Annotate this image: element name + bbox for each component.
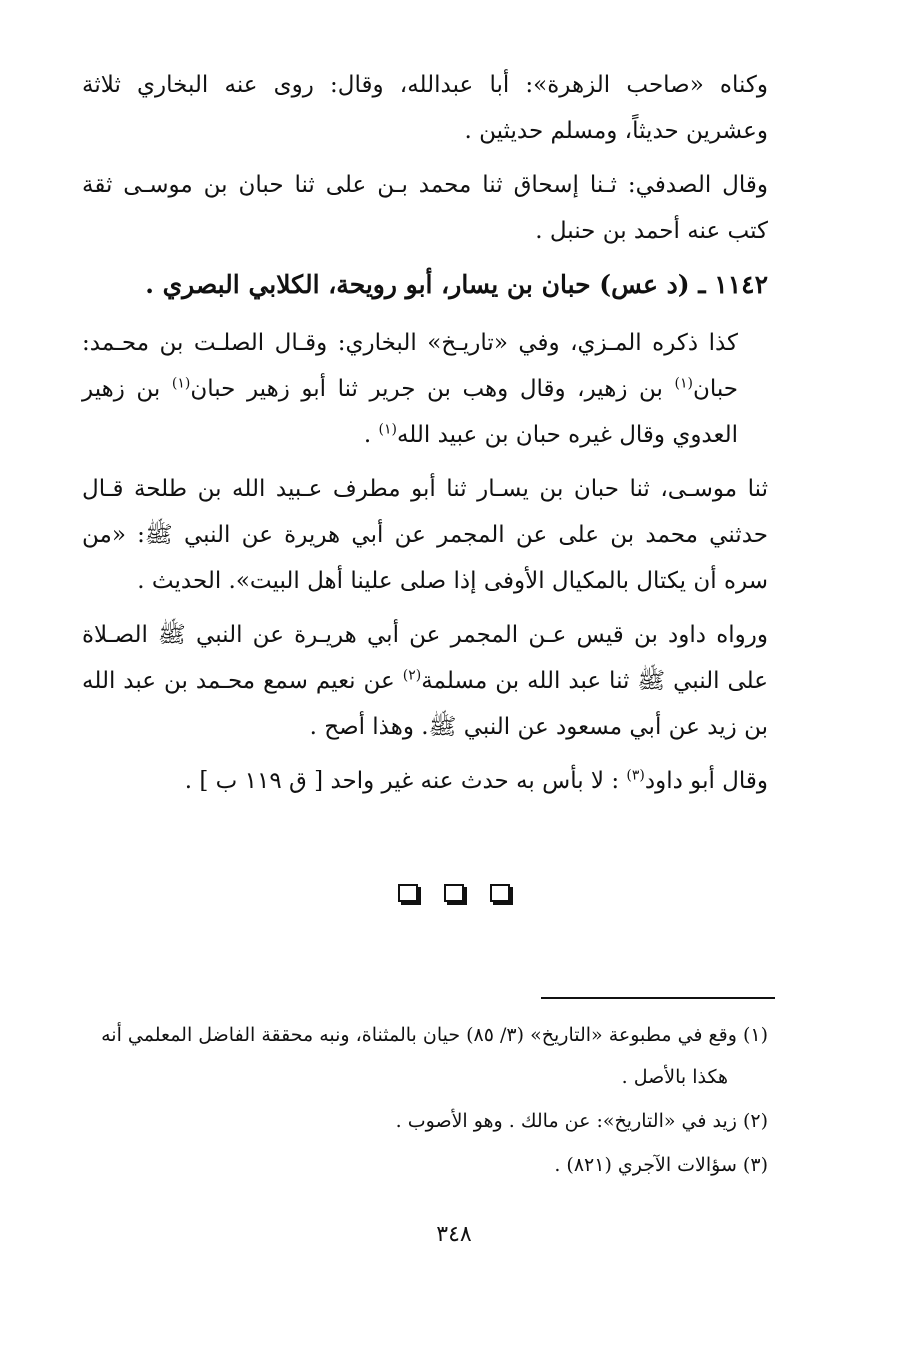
paragraph-3-part-a: كذا ذكره المـزي، وفي «تاريـخ» البخاري: وقـال الصلـت بن محـمد: حبان xyxy=(82,330,738,402)
paragraph-5-part-a: ورواه داود بن قيس عـن المجمر عن أبي هريـرة عن النبي ﷺ الصـلاة على النبي ﷺ ثنا عبد الله بن مسلمة xyxy=(82,622,769,694)
footnote-3: (٣) سؤالات الآجري (٨٢١) . xyxy=(554,1154,768,1176)
paragraph-2: وقال الصدفي: ثـنا إسحاق ثنا محمد بـن على ثنا حبان بن موسـى ثقة كتب عنه أحمد بن حنبل . xyxy=(82,172,768,244)
paragraph-6 xyxy=(82,758,768,804)
paragraph-1: وكناه «صاحب الزهرة»: أبا عبدالله، وقال: روى عنه البخاري ثلاثة وعشرين حديثاً، ومسلم حديثين . xyxy=(82,72,768,144)
footnote-2: (٢) زيد في «التاريخ»: عن مالك . وهو الأصوب . xyxy=(395,1110,768,1132)
footnote-1-line-1: (١) وقع في مطبوعة «التاريخ» (٣/ ٨٥) حيان بالمثناة، ونبه محققة الفاضل المعلمي أنه xyxy=(101,1024,768,1046)
paragraph-3 xyxy=(82,320,768,458)
section-end-box-icon xyxy=(490,884,510,902)
paragraph-3-part-c: بن زهير العدوي وقال غيره حبان بن عبيد الله xyxy=(82,376,738,448)
footnote-ref-2: (٢) xyxy=(402,667,422,684)
footnote-ref-1c: (١) xyxy=(378,421,397,438)
paragraph-6-part-a: وقال أبو داود xyxy=(644,768,768,794)
entry-heading: ١١٤٢ ـ (د عس) حبان بن يسار، أبو رويحة، الكلابي البصري . xyxy=(145,270,768,299)
paragraph-5-part-b: عن نعيم سمع محـمد بن عبد الله بن زيد عن أبي مسعود عن النبي ﷺ. وهذا أصح . xyxy=(82,668,768,740)
section-end-box-icon xyxy=(398,884,418,902)
paragraph-5 xyxy=(82,612,768,750)
section-end-box-icon xyxy=(444,884,464,902)
footnote-ref-3: (٣) xyxy=(626,767,645,784)
section-end-ornament xyxy=(0,884,908,902)
paragraph-3-part-b: بن زهير، وقال وهب بن جرير ثنا أبو زهير حبان xyxy=(190,376,675,402)
paragraph-4: ثنا موسـى، ثنا حبان بن يسـار ثنا أبو مطرف عـبيد الله بن طلحة قـال حدثني محمد بن على عن المجمر عن أبي هريرة عن النبي ﷺ: «من سره أن يكتال بالمكيال الأوفى إذا صلى علينا أهل البيت». الحديث . xyxy=(82,476,768,594)
page-number: ٣٤٨ xyxy=(436,1222,472,1247)
footnote-1-line-2: هكذا بالأصل . xyxy=(621,1066,728,1088)
paragraph-6-part-b: : لا بأس به حدث عنه غير واحد [ ق ١١٩ ب ] . xyxy=(184,768,627,794)
footnote-ref-1b: (١) xyxy=(171,375,191,392)
footnote-ref-1a: (١) xyxy=(674,375,693,392)
footnote-separator xyxy=(541,997,775,999)
footnotes xyxy=(82,1014,768,1188)
paragraph-3-part-d: . xyxy=(363,422,379,448)
main-text xyxy=(82,62,768,812)
footnote-1 xyxy=(82,1014,768,1098)
